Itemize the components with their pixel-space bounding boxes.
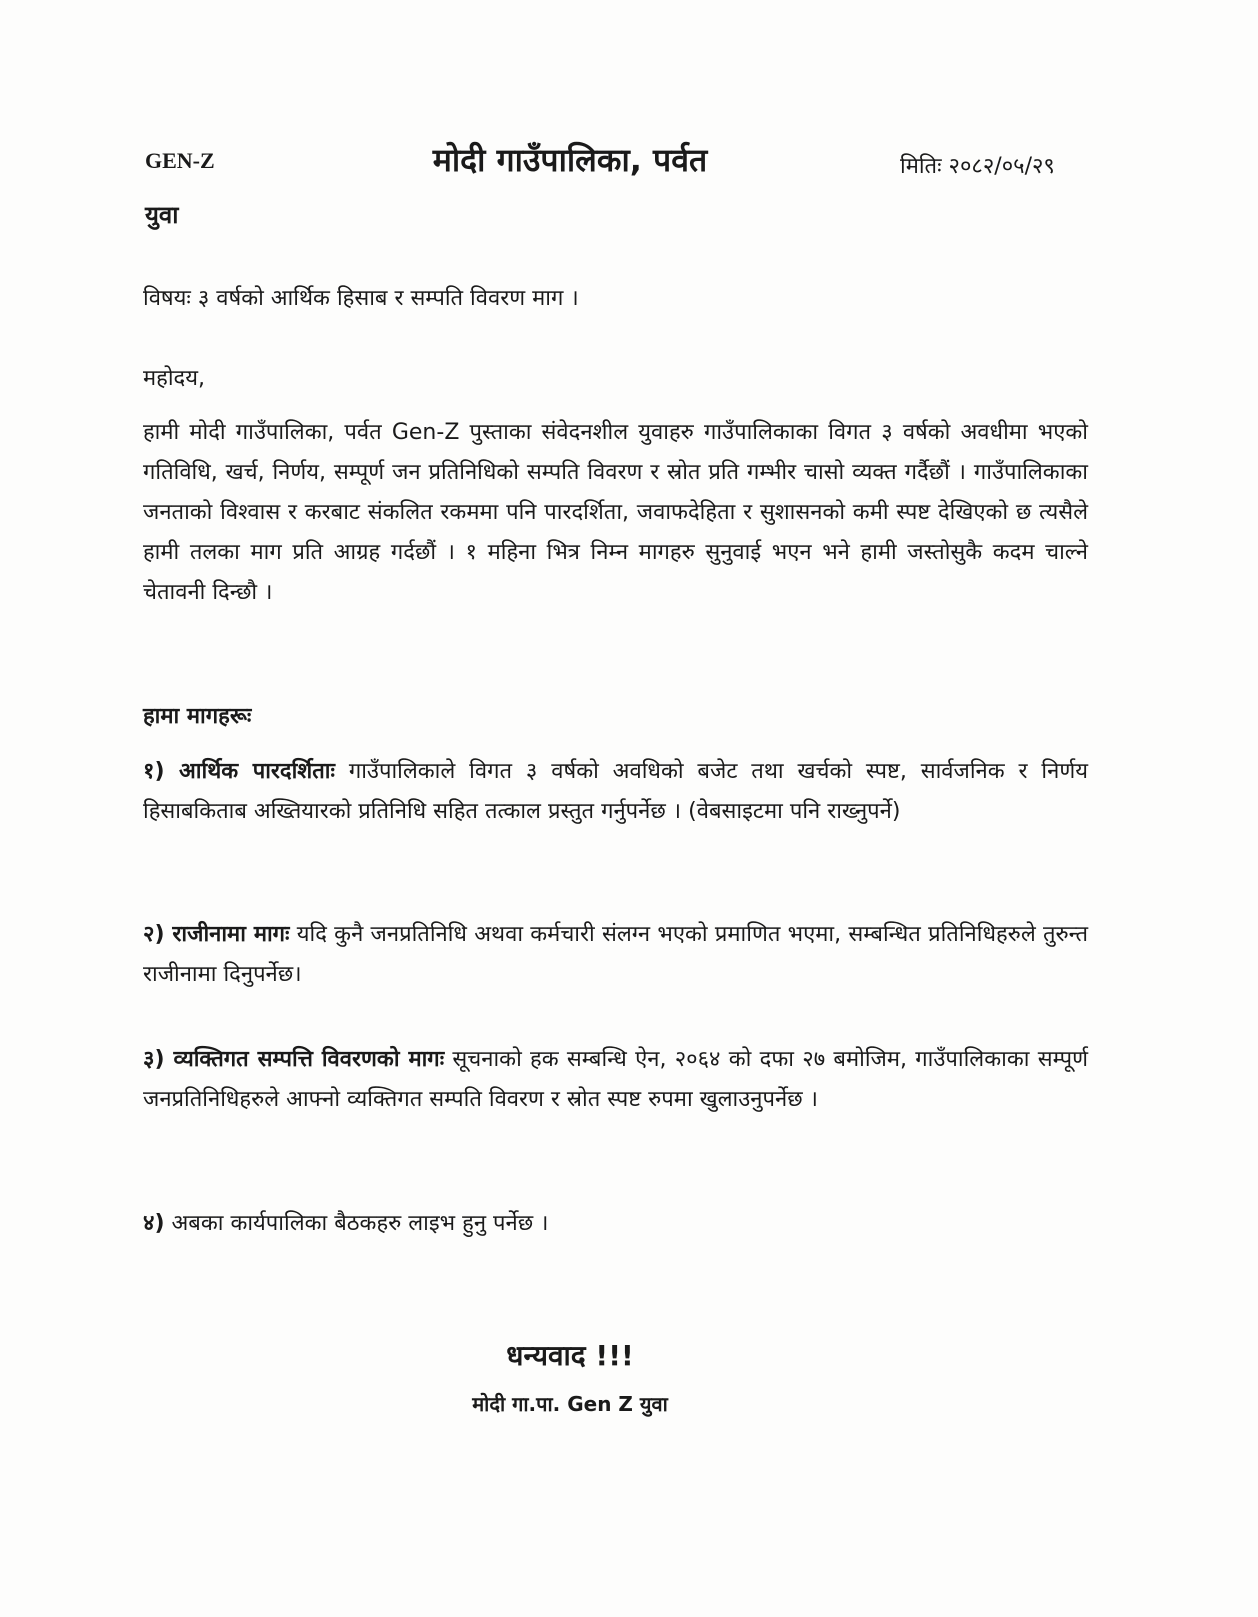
demand-item: [143, 1040, 1088, 1120]
document-title: मोदी गाउँपालिका, पर्वत: [432, 141, 708, 179]
body-paragraph: हामी मोदी गाउँपालिका, पर्वत Gen-Z पुस्ताका संवेदनशील युवाहरु गाउँपालिकाका विगत ३ वर्षको अवधीमा भएको गतिविधि, खर्च, निर्णय, सम्पूर्ण जन प्रतिनिधिको सम्पति विवरण र स्रोत प्रति गम्भीर चासो व्यक्त गर्दैछौं । गाउँपालिकाका जनताको विश्वास र करबाट संकलित रकममा पनि पारदर्शिता, जवाफदेहिता र सुशासनको कमी स्पष्ट देखिएको छ त्यसैले हामी तलका माग प्रति आग्रह गर्दछौं । १ महिना भित्र निम्न मागहरु सुनुवाई भएन भने हामी जस्तोसुकै कदम चाल्ने चेतावनी दिन्छौ ।: [143, 420, 1088, 605]
document-date: मितिः २०८२/०५/२९: [900, 154, 1055, 179]
demand-text: गाउँपालिकाले विगत ३ वर्षको अवधिको बजेट तथा खर्चको स्पष्ट, सार्वजनिक र निर्णय हिसाबकिताब अख्तियारको प्रतिनिधि सहित तत्काल प्रस्तुत गर्नुपर्नेछ । (वेबसाइटमा पनि राख्नुपर्ने): [143, 759, 1088, 824]
salutation: महोदय,: [143, 366, 205, 391]
demand-text: यदि कुनै जनप्रतिनिधि अथवा कर्मचारी संलग्न भएको प्रमाणित भएमा, सम्बन्धित प्रतिनिधिहरुले तुरुन्त राजीनामा दिनुपर्नेछ।: [143, 922, 1088, 987]
org-sublabel: युवा: [145, 201, 179, 229]
demand-item: [143, 1204, 1088, 1244]
subject-line: विषयः ३ वर्षको आर्थिक हिसाब र सम्पति विवरण माग ।: [143, 286, 579, 311]
org-label: GEN-Z: [145, 148, 215, 173]
demand-text: सूचनाको हक सम्बन्धि ऐन, २०६४ को दफा २७ बमोजिम, गाउँपालिकाका सम्पूर्ण जनप्रतिनिधिहरुले आफ्नो व्यक्तिगत सम्पति विवरण र स्रोत स्पष्ट रुपमा खुलाउनुपर्नेछ ।: [143, 1047, 1088, 1112]
demand-label: १) आर्थिक पारदर्शिताः: [143, 759, 335, 784]
demands-heading: हामा मागहरूः: [143, 704, 252, 729]
demand-item: [143, 915, 1088, 995]
demand-label: ३) व्यक्तिगत सम्पत्ति विवरणको मागः: [143, 1047, 445, 1072]
signature: मोदी गा.पा. Gen Z युवा: [472, 1392, 668, 1416]
demand-text: अबका कार्यपालिका बैठकहरु लाइभ हुनु पर्नेछ ।: [164, 1211, 549, 1236]
closing-thanks: धन्यवाद !!!: [506, 1339, 634, 1372]
demand-item: [143, 752, 1088, 832]
demand-label: २) राजीनामा मागः: [143, 922, 290, 947]
demand-label: ४): [143, 1211, 165, 1236]
